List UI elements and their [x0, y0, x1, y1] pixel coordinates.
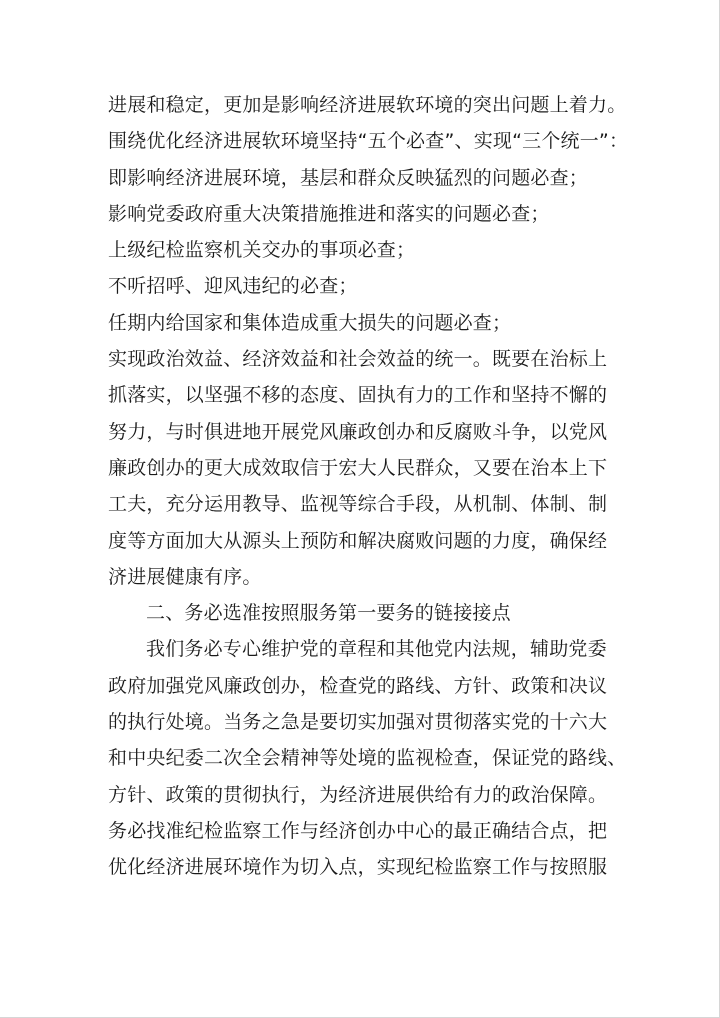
text-line: 政府加强党风廉政创办，检查党的路线、方针、政策和决议: [108, 674, 608, 697]
text-line: 的执行处境。当务之急是要切实加强对贯彻落实党的十六大: [108, 711, 608, 734]
text-line: 影响党委政府重大决策措施推进和落实的问题必查；: [108, 202, 550, 225]
text-line: 抓落实，以坚强不移的态度、固执有力的工作和坚持不懈的: [108, 384, 608, 407]
text-line: 进展和稳定，更加是影响经济进展软环境的突出问题上着力。: [108, 94, 627, 116]
section-heading: 二、务必选准按照服务第一要务的链接接点: [146, 602, 511, 625]
text-line: 围绕优化经济进展软环境坚持“五个必查”、实现“三个统一”：: [108, 130, 629, 153]
text-line: 努力，与时俱进地开展党风廉政创办和反腐败斗争，以党风: [108, 420, 608, 443]
text-line: 廉政创办的更大成效取信于宏大人民群众，又要在治本上下: [108, 456, 608, 479]
text-line: 上级纪检监察机关交办的事项必查；: [108, 239, 416, 262]
text-line: 工夫，充分运用教导、监视等综合手段，从机制、体制、制: [108, 493, 608, 516]
text-line: 济进展健康有序。: [108, 565, 262, 588]
text-line: 优化经济进展环境作为切入点，实现纪检监察工作与按照服: [108, 856, 608, 879]
text-line: 任期内给国家和集体造成重大损失的问题必查；: [108, 311, 512, 334]
text-line: 务必找准纪检监察工作与经济创办中心的最正确结合点，把: [108, 819, 608, 842]
text-line: 方针、政策的贯彻执行，为经济进展供给有力的政治保障。: [108, 783, 608, 806]
text-line: 度等方面加大从源头上预防和解决腐败问题的力度，确保经: [108, 529, 608, 552]
text-line: 实现政治效益、经济效益和社会效益的统一。既要在治标上: [108, 348, 608, 371]
text-line: 即影响经济进展环境，基层和群众反映猛烈的问题必查；: [108, 166, 589, 189]
paragraph-first-line: 我们务必专心维护党的章程和其他党内法规，辅助党委: [146, 638, 607, 661]
text-line: 和中央纪委二次全会精神等处境的监视检查，保证党的路线、: [108, 747, 627, 770]
document-body: [108, 87, 628, 886]
text-line: 不听招呼、迎风违纪的必查；: [108, 275, 358, 298]
